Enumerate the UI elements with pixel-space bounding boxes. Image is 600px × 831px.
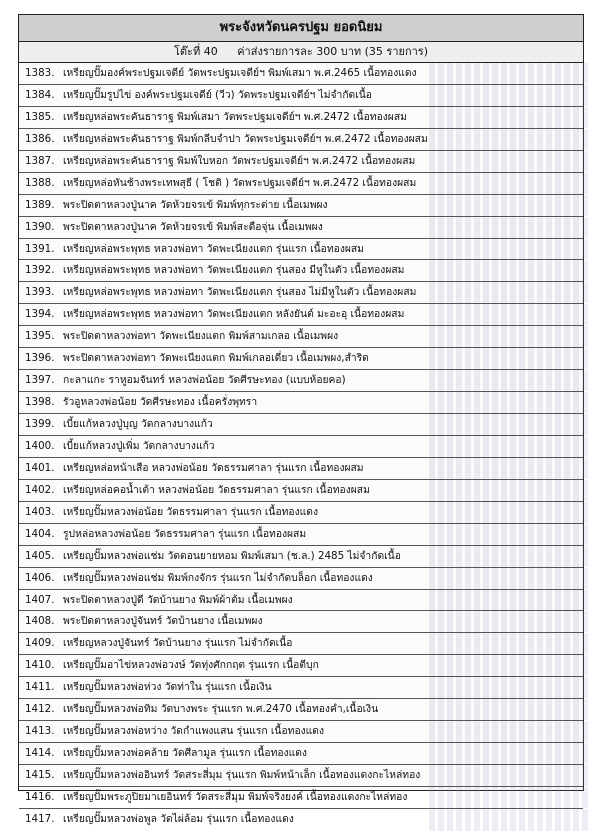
- list-item: [19, 655, 583, 677]
- list-item: [19, 480, 583, 502]
- bleed-through-texture: [429, 239, 589, 260]
- item-number: 1417.: [25, 812, 55, 825]
- list-item: [19, 546, 583, 568]
- bleed-through-texture: [429, 699, 589, 720]
- bleed-through-texture: [429, 370, 589, 391]
- item-list: [19, 63, 583, 831]
- item-number: 1412.: [25, 703, 55, 716]
- list-item: [19, 282, 583, 304]
- bleed-through-texture: [429, 524, 589, 545]
- item-description: เหรียญปั๊มหลวงพ่อพูล วัดไผ่ล้อม รุ่นแรก เนื้อทองแดง: [63, 812, 294, 825]
- list-item: [19, 677, 583, 699]
- item-description: พระปิดตาหลวงพ่อทา วัดพะเนียงแตก พิมพ์สามเกลอ เนื้อเมพผง: [63, 330, 339, 343]
- list-item: [19, 436, 583, 458]
- item-description: เหรียญหล่อพระพุทธ หลวงพ่อทา วัดพะเนียงแตก หลังยันต์ มะอะอุ เนื้อทองผสม: [63, 308, 405, 321]
- bleed-through-texture: [429, 129, 589, 150]
- item-number: 1413.: [25, 725, 55, 738]
- item-number: 1393.: [25, 286, 55, 299]
- item-number: 1394.: [25, 308, 55, 321]
- bleed-through-texture: [429, 173, 589, 194]
- list-item: [19, 699, 583, 721]
- list-item: [19, 370, 583, 392]
- item-description: เหรียญปั๊มอาไข่หลวงพ่อวงษ์ วัดทุ่งศักกฤต รุ่นแรก เนื้อตีบุก: [63, 659, 319, 672]
- bleed-through-texture: [429, 743, 589, 764]
- item-number: 1400.: [25, 439, 55, 452]
- list-item: [19, 85, 583, 107]
- list-item: [19, 721, 583, 743]
- item-description: เหรียญปั๊มหลวงพ่ออินทร์ วัดสระสี่มุม รุ่นแรก พิมพ์หน้าเล็ก เนื้อทองแดงกะไหล่ทอง: [63, 769, 421, 781]
- list-item: [19, 568, 583, 590]
- item-description: เหรียญปั๊มหลวงพ่อแช่ม วัดดอนยายหอม พิมพ์เสมา (ช.ล.) 2485 ไม่จำกัดเนื้อ: [63, 549, 401, 562]
- item-number: 1385.: [25, 110, 55, 123]
- bleed-through-texture: [429, 348, 589, 369]
- item-description: เหรียญหล่อพระคันธาราฐ พิมพ์กลีบจำปา วัดพระปฐมเจดีย์ฯ พ.ศ.2472 เนื้อทองผสม: [63, 132, 428, 145]
- list-item: [19, 414, 583, 436]
- bleed-through-texture: [429, 677, 589, 698]
- bleed-through-texture: [429, 414, 589, 435]
- list-item: [19, 524, 583, 546]
- item-description: เหรียญหล่อพระพุทธ หลวงพ่อทา วัดพะเนียงแตก รุ่นสอง ไม่มีหูในตัว เนื้อทองผสม: [63, 286, 417, 299]
- item-description: เหรียญหล่อพระพุทธ หลวงพ่อทา วัดพะเนียงแตก รุ่นสอง มีหูในตัว เนื้อทองผสม: [63, 264, 405, 277]
- item-description: พระปิดตาหลวงปู่จันทร์ วัดบ้านยาง เนื้อเมพผง: [63, 615, 263, 628]
- list-item: [19, 151, 583, 173]
- lot-number: โต๊ะที่ 40: [173, 45, 218, 58]
- item-number: 1408.: [25, 615, 55, 628]
- list-item: [19, 239, 583, 261]
- bleed-through-texture: [429, 721, 589, 742]
- page-title: [19, 15, 583, 42]
- list-item: [19, 743, 583, 765]
- item-description: เหรียญปั๊มหลวงพ่อแช่ม พิมพ์กงจักร รุ่นแรก ไม่จำกัดบล็อก เนื้อทองแดง: [63, 571, 373, 584]
- item-number: 1401.: [25, 461, 55, 474]
- list-item: [19, 348, 583, 370]
- list-item: [19, 392, 583, 414]
- item-number: 1386.: [25, 132, 55, 145]
- shipping-fee: ค่าส่งรายการละ 300 บาท (35 รายการ): [237, 45, 428, 58]
- item-number: 1402.: [25, 483, 55, 496]
- item-number: 1388.: [25, 176, 55, 189]
- item-number: 1387.: [25, 154, 55, 167]
- item-description: เหรียญปั๊มหลวงพ่อทิม วัดบางพระ รุ่นแรก พ.ศ.2470 เนื้อทองคำ,เนื้อเงิน: [63, 703, 379, 716]
- bleed-through-texture: [429, 217, 589, 238]
- item-description: รูปหล่อหลวงพ่อน้อย วัดธรรมศาลา รุ่นแรก เนื้อทองผสม: [63, 527, 307, 540]
- item-description: เหรียญปั๊มหลวงพ่อห่วง วัดท่าใน รุ่นแรก เนื้อเงิน: [63, 681, 272, 694]
- bleed-through-texture: [429, 809, 589, 831]
- item-number: 1398.: [25, 396, 55, 409]
- list-item: [19, 590, 583, 612]
- item-number: 1410.: [25, 659, 55, 672]
- bleed-through-texture: [429, 765, 589, 786]
- item-number: 1391.: [25, 242, 55, 255]
- list-item: [19, 502, 583, 524]
- item-description: เหรียญหล่อคอน้ำเต้า หลวงพ่อน้อย วัดธรรมศาลา รุ่นแรก เนื้อทองผสม: [63, 483, 370, 496]
- item-number: 1409.: [25, 637, 55, 650]
- bleed-through-texture: [429, 633, 589, 654]
- item-number: 1416.: [25, 790, 55, 803]
- bleed-through-texture: [429, 392, 589, 413]
- bleed-through-texture: [429, 436, 589, 457]
- bleed-through-texture: [429, 458, 589, 479]
- bleed-through-texture: [429, 195, 589, 216]
- item-number: 1414.: [25, 747, 55, 760]
- bleed-through-texture: [429, 611, 589, 632]
- item-description: กะลาแกะ ราหูอมจันทร์ หลวงพ่อน้อย วัดศีรษะทอง (แบบห้อยคอ): [63, 374, 346, 387]
- bleed-through-texture: [429, 326, 589, 347]
- bleed-through-texture: [429, 85, 589, 106]
- list-item: [19, 326, 583, 348]
- item-description: เหรียญปั๊มองค์พระปฐมเจดีย์ วัดพระปฐมเจดีย์ฯ พิมพ์เสมา พ.ศ.2465 เนื้อทองแดง: [63, 67, 417, 79]
- item-number: 1411.: [25, 681, 55, 694]
- item-description: เหรียญปั๊มหลวงพ่อน้อย วัดธรรมศาลา รุ่นแรก เนื้อทองแดง: [63, 505, 318, 518]
- bleed-through-texture: [429, 304, 589, 325]
- lot-subheader: [19, 42, 583, 63]
- item-number: 1390.: [25, 220, 55, 233]
- list-item: [19, 195, 583, 217]
- list-item: [19, 304, 583, 326]
- bleed-through-texture: [429, 568, 589, 589]
- item-number: 1415.: [25, 769, 55, 781]
- item-number: 1397.: [25, 374, 55, 387]
- bleed-through-texture: [429, 260, 589, 281]
- list-item: [19, 633, 583, 655]
- item-number: 1407.: [25, 593, 55, 606]
- bleed-through-texture: [429, 787, 589, 808]
- item-description: เหรียญหลวงปู่จันทร์ วัดบ้านยาง รุ่นแรก ไม่จำกัดเนื้อ: [63, 637, 293, 650]
- list-item: [19, 129, 583, 151]
- list-item: [19, 173, 583, 195]
- item-description: เหรียญปั๊มพระภูปิยมาเยอินทร์ วัดสระสี่มุม พิมพ์จริงยงค์ เนื้อทองแดงกะไหล่ทอง: [63, 790, 408, 803]
- item-number: 1383.: [25, 67, 55, 79]
- bleed-through-texture: [429, 655, 589, 676]
- bleed-through-texture: [429, 107, 589, 128]
- bleed-through-texture: [429, 151, 589, 172]
- list-item: [19, 63, 583, 85]
- item-number: 1392.: [25, 264, 55, 277]
- bleed-through-texture: [429, 590, 589, 611]
- bleed-through-texture: [429, 502, 589, 523]
- item-description: เหรียญหล่อพระคันธาราฐ พิมพ์เสมา วัดพระปฐมเจดีย์ฯ พ.ศ.2472 เนื้อทองผสม: [63, 110, 407, 123]
- item-description: เบี้ยแก้หลวงปู่บุญ วัดกลางบางแก้ว: [63, 418, 213, 430]
- item-number: 1404.: [25, 527, 55, 540]
- item-description: เหรียญปั๊มหลวงพ่อคล้าย วัดศีลามูล รุ่นแรก เนื้อทองแดง: [63, 747, 307, 760]
- item-number: 1396.: [25, 352, 55, 365]
- item-number: 1389.: [25, 198, 55, 211]
- list-item: [19, 458, 583, 480]
- item-description: พระปิดตาหลวงปู่นาค วัดห้วยจรเข้ พิมพ์สะดือจุ่น เนื้อเมพผง: [63, 220, 323, 233]
- item-number: 1399.: [25, 418, 55, 430]
- item-description: เหรียญหล่อพระคันธาราฐ พิมพ์ใบหอก วัดพระปฐมเจดีย์ฯ พ.ศ.2472 เนื้อทองผสม: [63, 154, 416, 167]
- item-description: พระปิดตาหลวงปู่ดี วัดบ้านยาง พิมพ์ผ้าต้ม เนื้อเมพผง: [63, 593, 293, 606]
- list-item: [19, 217, 583, 239]
- bleed-through-texture: [429, 546, 589, 567]
- item-description: เหรียญปั๊มรูปไข่ องค์พระปฐมเจดีย์ (วีว) วัดพระปฐมเจดีย์ฯ ไม่จำกัดเนื้อ: [63, 88, 372, 101]
- item-description: รัวอูหลวงพ่อน้อย วัดศีรษะทอง เนื้อครั่งพุทรา: [63, 396, 258, 409]
- list-item: [19, 787, 583, 809]
- item-description: เหรียญหล่อหน้าเสือ หลวงพ่อน้อย วัดธรรมศาลา รุ่นแรก เนื้อทองผสม: [63, 461, 364, 474]
- item-description: เหรียญหล่อหันช้างพระเทพสุธี ( โชติ ) วัดพระปฐมเจดีย์ฯ พ.ศ.2472 เนื้อทองผสม: [63, 176, 417, 189]
- item-description: พระปิดตาหลวงปู่นาค วัดห้วยจรเข้ พิมพ์ทุกระต่าย เนื้อเมพผง: [63, 198, 328, 211]
- item-number: 1384.: [25, 88, 55, 101]
- bleed-through-texture: [429, 63, 589, 84]
- item-number: 1406.: [25, 571, 55, 584]
- bleed-through-texture: [429, 282, 589, 303]
- list-item: [19, 611, 583, 633]
- item-description: เบี้ยแก้หลวงปู่เพิ่ม วัดกลางบางแก้ว: [63, 439, 215, 452]
- document-page: [18, 14, 584, 825]
- item-description: เหรียญหล่อพระพุทธ หลวงพ่อทา วัดพะเนียงแตก รุ่นแรก เนื้อทองผสม: [63, 242, 364, 255]
- item-number: 1403.: [25, 505, 55, 518]
- item-description: พระปิดตาหลวงพ่อทา วัดพะเนียงแตก พิมพ์เกลอเดี่ยว เนื้อเมพผง,สำริด: [63, 352, 369, 365]
- item-number: 1405.: [25, 549, 55, 562]
- bleed-through-texture: [429, 480, 589, 501]
- list-item: [19, 765, 583, 787]
- item-number: 1395.: [25, 330, 55, 343]
- item-description: เหรียญปั๊มหลวงพ่อหว่าง วัดกำแพงแสน รุ่นแรก เนื้อทองแดง: [63, 725, 325, 738]
- page-title-text: พระจังหวัดนครปฐม ยอดนิยม: [219, 20, 383, 35]
- list-item: [19, 809, 583, 831]
- list-item: [19, 107, 583, 129]
- list-item: [19, 260, 583, 282]
